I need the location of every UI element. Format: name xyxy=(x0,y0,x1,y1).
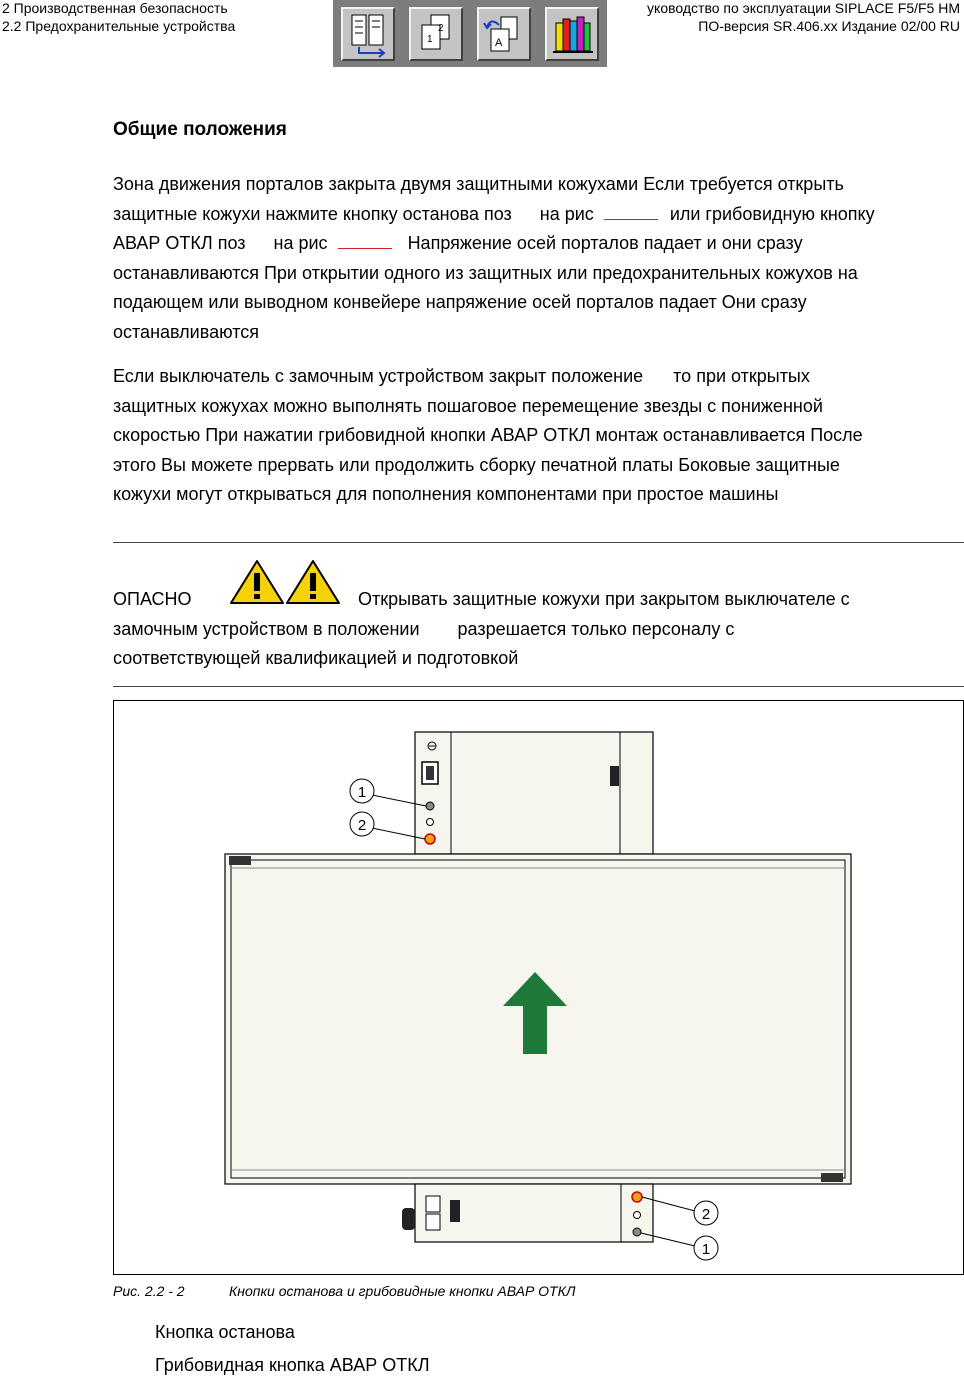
text-line: останавливаются xyxy=(113,321,259,342)
callout-number: 1 xyxy=(357,784,367,801)
toolbar-button-copy[interactable] xyxy=(409,7,463,61)
text-line: скоростью При нажатии грибовидной кнопки АВАР ОТКЛ монтаж останавливается После xyxy=(113,425,863,445)
warning-triangle-icon xyxy=(229,559,285,605)
svg-text:A: A xyxy=(495,37,503,49)
text-line: этого Вы можете прервать или продолжить сборку печатной платы Боковые защитные xyxy=(113,454,840,475)
text-line: кожухи могут открываться для пополнения компонентами при простое машины xyxy=(113,484,779,504)
callout-number: 2 xyxy=(357,817,367,834)
callout-number: 1 xyxy=(701,1241,711,1258)
header-subsection-title: 2.2 Предохранительные устройства xyxy=(2,18,236,34)
text-line: подающем или выводном конвейере напряжение осей порталов падает Они сразу xyxy=(113,292,807,312)
stop-button xyxy=(426,802,434,810)
paragraph-general xyxy=(113,170,963,347)
machine-diagram xyxy=(113,700,964,1275)
emergency-mushroom-button xyxy=(425,834,435,844)
svg-text:1: 1 xyxy=(427,34,433,45)
figure-reference-link[interactable] xyxy=(338,234,392,249)
top-conveyor-unit xyxy=(415,732,653,854)
legend-item-stop-button: Кнопка останова xyxy=(155,1322,295,1342)
toolbar-button-refresh[interactable] xyxy=(477,7,531,61)
refresh-page-icon xyxy=(479,9,529,59)
toolbar-button-layout[interactable] xyxy=(341,7,395,61)
text-line: останавливаются При открытии одного из защитных или предохранительных кожухов на xyxy=(113,262,858,283)
legend-item-emergency-button: Грибовидная кнопка АВАР ОТКЛ xyxy=(155,1355,430,1375)
bottom-conveyor-unit xyxy=(402,1184,653,1242)
page-layout-icon xyxy=(343,9,393,59)
section-heading: Общие положения xyxy=(113,119,287,140)
books-icon xyxy=(547,9,597,59)
navigation-toolbar xyxy=(333,0,607,67)
copy-pages-icon xyxy=(411,9,461,59)
figure-reference-link[interactable] xyxy=(604,205,658,220)
callout xyxy=(350,812,425,839)
callout-number: 2 xyxy=(701,1206,711,1223)
emergency-mushroom-button xyxy=(632,1192,642,1202)
toolbar-button-library[interactable] xyxy=(545,7,599,61)
svg-text:2: 2 xyxy=(438,23,444,34)
figure-caption-text: Кнопки останова и грибовидные кнопки АВАР ОТКЛ xyxy=(229,1283,576,1299)
header-section-title: 2 Производственная безопасность xyxy=(2,0,228,16)
danger-text-line: соответствующей квалификацией и подготовкой xyxy=(113,648,519,668)
danger-label: ОПАСНО xyxy=(113,589,192,609)
header-manual-title: уководство по эксплуатации SIPLACE F5/F5 HM xyxy=(647,0,960,16)
danger-text-line: Открывать защитные кожухи при закрытом выключателе с xyxy=(358,589,850,609)
warning-triangle-icon xyxy=(285,559,341,605)
stop-button xyxy=(633,1228,641,1236)
divider xyxy=(113,542,964,543)
header-version: ПО-версия SR.406.xx Издание 02/00 RU xyxy=(698,18,960,34)
divider xyxy=(113,686,964,687)
text-line: АВАР ОТКЛ поз на рис Напряжение осей порталов падает и они сразу xyxy=(113,233,803,253)
text-line: Зона движения порталов закрыта двумя защитными кожухами Если требуется открыть xyxy=(113,174,844,194)
text-line: Если выключатель с замочным устройством закрыт положение то при открытых xyxy=(113,366,810,386)
text-line: защитные кожухи нажмите кнопку останова поз на рис или грибовидную кнопку xyxy=(113,203,875,224)
text-line: защитных кожухах можно выполнять пошаговое перемещение звезды с пониженной xyxy=(113,395,823,416)
figure-caption-label: Рис. 2.2 - 2 xyxy=(113,1283,185,1299)
paragraph-key-switch xyxy=(113,362,963,510)
danger-text-line: замочным устройством в положении разрешается только персоналу с xyxy=(113,619,735,639)
